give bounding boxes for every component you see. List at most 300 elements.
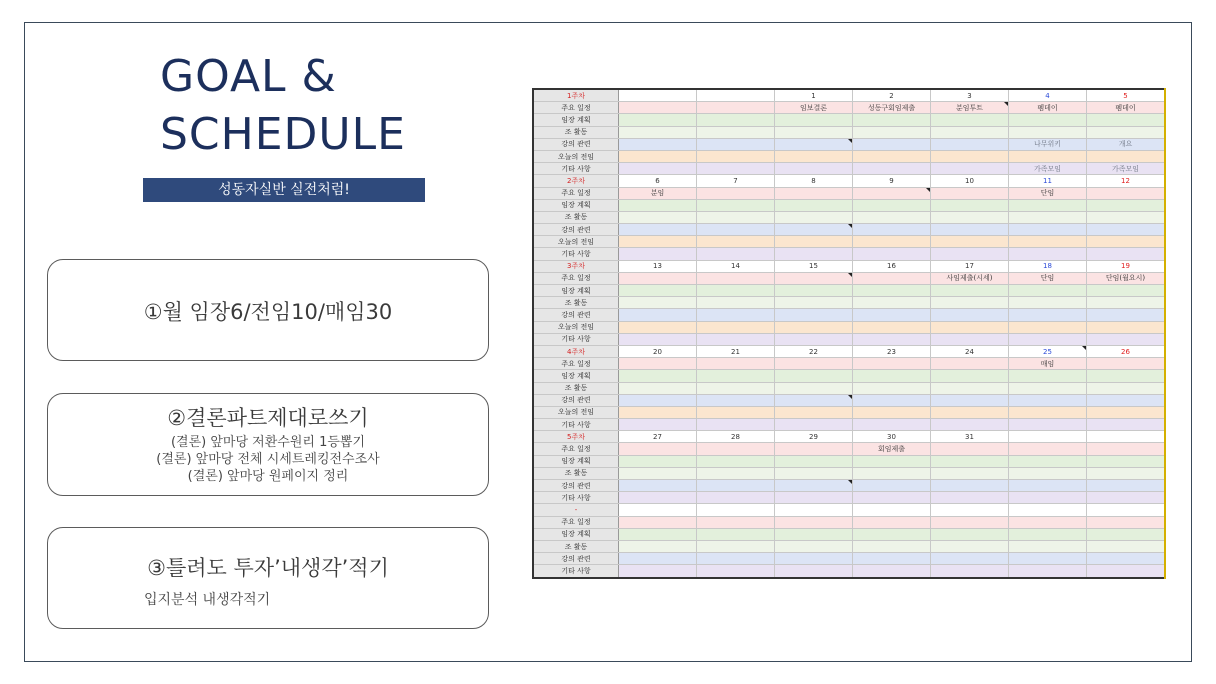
day-number-cell[interactable] (1087, 431, 1166, 443)
day-number-cell[interactable]: 13 (619, 260, 697, 272)
schedule-cell[interactable] (775, 309, 853, 321)
schedule-cell[interactable] (697, 540, 775, 552)
schedule-cell[interactable] (1087, 358, 1166, 370)
schedule-cell[interactable] (775, 321, 853, 333)
schedule-cell[interactable] (775, 163, 853, 175)
schedule-row-team (533, 540, 1165, 552)
schedule-cell[interactable] (619, 467, 697, 479)
schedule-cell[interactable] (619, 102, 697, 114)
schedule-cell[interactable] (1009, 126, 1087, 138)
schedule-cell[interactable] (1087, 321, 1166, 333)
schedule-cell[interactable] (775, 236, 853, 248)
schedule-cell[interactable] (619, 114, 697, 126)
schedule-cell[interactable] (697, 358, 775, 370)
schedule-cell[interactable] (1009, 467, 1087, 479)
schedule-cell[interactable] (697, 528, 775, 540)
schedule-cell[interactable] (619, 370, 697, 382)
schedule-cell[interactable] (931, 394, 1009, 406)
day-number-cell[interactable]: 1 (775, 89, 853, 102)
schedule-cell[interactable] (1087, 394, 1166, 406)
schedule-cell[interactable] (1009, 248, 1087, 260)
day-number-cell[interactable]: 11 (1009, 175, 1087, 187)
day-number-cell[interactable]: 15 (775, 260, 853, 272)
schedule-cell[interactable] (619, 358, 697, 370)
day-number-cell[interactable] (619, 89, 697, 102)
schedule-cell[interactable] (1009, 285, 1087, 297)
schedule-cell[interactable] (1087, 382, 1166, 394)
schedule-cell[interactable] (931, 455, 1009, 467)
day-number-cell[interactable] (931, 504, 1009, 516)
day-number-cell[interactable]: 26 (1087, 345, 1166, 357)
schedule-cell[interactable] (697, 565, 775, 578)
day-number-cell[interactable]: 10 (931, 175, 1009, 187)
schedule-cell[interactable] (697, 272, 775, 284)
schedule-cell[interactable] (931, 248, 1009, 260)
schedule-cell[interactable] (1087, 297, 1166, 309)
schedule-cell[interactable] (1009, 309, 1087, 321)
schedule-cell[interactable] (775, 285, 853, 297)
schedule-cell[interactable] (1087, 406, 1166, 418)
schedule-cell[interactable] (853, 150, 931, 162)
schedule-cell[interactable] (619, 480, 697, 492)
schedule-cell[interactable] (1009, 114, 1087, 126)
schedule-cell[interactable] (1009, 540, 1087, 552)
schedule-cell[interactable] (619, 394, 697, 406)
day-number-cell[interactable]: 3 (931, 89, 1009, 102)
row-label: 임장 계획 (533, 285, 619, 297)
schedule-cell[interactable] (697, 516, 775, 528)
schedule-cell[interactable] (1087, 187, 1166, 199)
schedule-cell[interactable] (853, 236, 931, 248)
schedule-cell[interactable] (697, 114, 775, 126)
schedule-cell[interactable] (931, 297, 1009, 309)
day-number-cell[interactable]: 2 (853, 89, 931, 102)
schedule-cell[interactable] (775, 272, 853, 284)
day-number-cell[interactable]: 31 (931, 431, 1009, 443)
schedule-cell[interactable] (1087, 467, 1166, 479)
row-label: 조 활동 (533, 382, 619, 394)
schedule-cell[interactable] (931, 224, 1009, 236)
schedule-cell[interactable] (1009, 321, 1087, 333)
schedule-cell[interactable] (853, 419, 931, 431)
schedule-cell[interactable] (697, 394, 775, 406)
schedule-cell[interactable] (619, 382, 697, 394)
schedule-cell[interactable] (931, 138, 1009, 150)
day-number-cell[interactable]: 19 (1087, 260, 1166, 272)
schedule-cell[interactable]: 가족모임 (1087, 163, 1166, 175)
schedule-cell[interactable]: 매임 (1009, 358, 1087, 370)
day-number-cell[interactable]: 20 (619, 345, 697, 357)
schedule-cell[interactable] (1009, 382, 1087, 394)
day-number-cell[interactable] (619, 504, 697, 516)
schedule-cell[interactable] (931, 333, 1009, 345)
schedule-cell[interactable] (697, 187, 775, 199)
day-number-cell[interactable]: 8 (775, 175, 853, 187)
schedule-cell[interactable] (775, 211, 853, 223)
day-number-cell[interactable]: 5 (1087, 89, 1166, 102)
schedule-cell[interactable] (775, 333, 853, 345)
schedule-cell[interactable]: 펨데이 (1087, 102, 1166, 114)
schedule-cell[interactable] (1087, 309, 1166, 321)
schedule-cell[interactable] (1087, 285, 1166, 297)
day-number-cell[interactable] (1009, 504, 1087, 516)
schedule-cell[interactable] (1009, 199, 1087, 211)
schedule-cell[interactable]: 단임 (1009, 272, 1087, 284)
schedule-cell[interactable] (775, 297, 853, 309)
schedule-cell[interactable] (775, 406, 853, 418)
schedule-cell[interactable] (931, 199, 1009, 211)
row-label: 임장 계획 (533, 114, 619, 126)
schedule-cell[interactable] (1009, 419, 1087, 431)
schedule-cell[interactable] (853, 285, 931, 297)
schedule-cell[interactable] (697, 224, 775, 236)
schedule-cell[interactable] (697, 236, 775, 248)
schedule-cell[interactable] (697, 492, 775, 504)
schedule-cell[interactable] (697, 467, 775, 479)
schedule-cell[interactable] (853, 211, 931, 223)
schedule-cell[interactable] (853, 382, 931, 394)
schedule-cell[interactable] (1087, 236, 1166, 248)
schedule-cell[interactable] (853, 272, 931, 284)
schedule-cell[interactable] (775, 358, 853, 370)
schedule-cell[interactable] (931, 480, 1009, 492)
schedule-cell[interactable] (697, 480, 775, 492)
schedule-cell[interactable] (1009, 297, 1087, 309)
schedule-cell[interactable] (931, 285, 1009, 297)
schedule-cell[interactable] (697, 321, 775, 333)
schedule-cell[interactable] (775, 467, 853, 479)
schedule-cell[interactable] (697, 138, 775, 150)
schedule-cell[interactable] (1009, 150, 1087, 162)
schedule-cell[interactable] (1009, 236, 1087, 248)
schedule-cell[interactable]: 분임투트 (931, 102, 1009, 114)
schedule-cell[interactable] (853, 309, 931, 321)
schedule-cell[interactable] (931, 516, 1009, 528)
schedule-cell[interactable] (775, 455, 853, 467)
schedule-cell[interactable] (775, 114, 853, 126)
schedule-cell[interactable] (853, 565, 931, 578)
schedule-cell[interactable] (853, 248, 931, 260)
schedule-cell[interactable] (619, 540, 697, 552)
day-number-cell[interactable]: 24 (931, 345, 1009, 357)
schedule-cell[interactable] (619, 236, 697, 248)
day-number-cell[interactable] (853, 504, 931, 516)
day-number-cell[interactable]: 4 (1009, 89, 1087, 102)
schedule-cell[interactable] (775, 492, 853, 504)
schedule-cell[interactable] (931, 358, 1009, 370)
schedule-cell[interactable] (931, 406, 1009, 418)
schedule-cell[interactable] (931, 370, 1009, 382)
schedule-cell[interactable] (775, 382, 853, 394)
schedule-cell[interactable] (697, 102, 775, 114)
schedule-cell[interactable] (1009, 370, 1087, 382)
goal-card-2 (47, 393, 489, 496)
schedule-cell[interactable] (1087, 150, 1166, 162)
schedule-cell[interactable] (1009, 528, 1087, 540)
schedule-cell[interactable] (775, 565, 853, 578)
schedule-cell[interactable] (1009, 480, 1087, 492)
schedule-cell[interactable] (1087, 480, 1166, 492)
schedule-cell[interactable] (1009, 406, 1087, 418)
schedule-cell[interactable] (619, 248, 697, 260)
row-label: 임장 계획 (533, 528, 619, 540)
schedule-cell[interactable] (697, 163, 775, 175)
day-number-cell[interactable]: 21 (697, 345, 775, 357)
schedule-row-team (533, 297, 1165, 309)
schedule-cell[interactable] (697, 199, 775, 211)
schedule-cell[interactable] (619, 150, 697, 162)
row-label: 조 활동 (533, 297, 619, 309)
schedule-cell[interactable]: 성동구회임제출 (853, 102, 931, 114)
schedule-cell[interactable] (1087, 565, 1166, 578)
schedule-cell[interactable] (1009, 394, 1087, 406)
schedule-cell[interactable] (697, 297, 775, 309)
day-number-cell[interactable]: 9 (853, 175, 931, 187)
schedule-cell[interactable] (853, 163, 931, 175)
row-label: 강의 관련 (533, 309, 619, 321)
day-number-cell[interactable]: 7 (697, 175, 775, 187)
schedule-cell[interactable] (775, 138, 853, 150)
schedule-cell[interactable] (775, 370, 853, 382)
schedule-cell[interactable] (619, 419, 697, 431)
schedule-cell[interactable] (697, 285, 775, 297)
schedule-cell[interactable] (853, 528, 931, 540)
schedule-cell[interactable] (1087, 333, 1166, 345)
schedule-cell[interactable]: 단임(월요시) (1087, 272, 1166, 284)
day-number-cell[interactable] (1087, 504, 1166, 516)
schedule-cell[interactable] (697, 443, 775, 455)
schedule-cell[interactable] (931, 419, 1009, 431)
schedule-cell[interactable] (697, 406, 775, 418)
schedule-cell[interactable] (853, 540, 931, 552)
schedule-cell[interactable] (931, 126, 1009, 138)
schedule-cell[interactable] (853, 455, 931, 467)
schedule-cell[interactable] (775, 224, 853, 236)
schedule-cell[interactable] (619, 565, 697, 578)
schedule-cell[interactable]: 회임제출 (853, 443, 931, 455)
schedule-cell[interactable] (775, 419, 853, 431)
schedule-row-etc (533, 492, 1165, 504)
schedule-cell[interactable] (697, 211, 775, 223)
schedule-cell[interactable] (619, 199, 697, 211)
schedule-cell[interactable] (1009, 455, 1087, 467)
schedule-cell[interactable] (853, 480, 931, 492)
schedule-cell[interactable] (1009, 443, 1087, 455)
schedule-cell[interactable] (853, 199, 931, 211)
schedule-cell[interactable] (931, 528, 1009, 540)
day-number-cell[interactable]: 12 (1087, 175, 1166, 187)
schedule-cell[interactable] (1087, 370, 1166, 382)
schedule-cell[interactable] (853, 138, 931, 150)
schedule-cell[interactable] (1009, 565, 1087, 578)
schedule-cell[interactable] (619, 138, 697, 150)
schedule-cell[interactable] (619, 297, 697, 309)
schedule-cell[interactable] (1087, 419, 1166, 431)
schedule-cell[interactable] (1087, 516, 1166, 528)
schedule-cell[interactable] (853, 467, 931, 479)
schedule-cell[interactable] (619, 285, 697, 297)
schedule-cell[interactable]: 나무위키 (1009, 138, 1087, 150)
schedule-cell[interactable] (697, 419, 775, 431)
schedule-cell[interactable]: 가족모임 (1009, 163, 1087, 175)
schedule-cell[interactable] (1087, 553, 1166, 565)
schedule-cell[interactable] (853, 114, 931, 126)
schedule-cell[interactable] (775, 480, 853, 492)
day-number-cell[interactable]: 30 (853, 431, 931, 443)
schedule-cell[interactable] (931, 114, 1009, 126)
schedule-cell[interactable] (619, 443, 697, 455)
schedule-cell[interactable] (931, 382, 1009, 394)
schedule-cell[interactable] (775, 248, 853, 260)
schedule-cell[interactable] (619, 528, 697, 540)
schedule-cell[interactable] (853, 224, 931, 236)
schedule-cell[interactable] (619, 553, 697, 565)
schedule-cell[interactable] (931, 211, 1009, 223)
schedule-cell[interactable] (931, 309, 1009, 321)
day-number-cell[interactable] (1009, 431, 1087, 443)
schedule-cell[interactable] (931, 321, 1009, 333)
day-number-cell[interactable]: 6 (619, 175, 697, 187)
schedule-cell[interactable] (1087, 114, 1166, 126)
schedule-cell[interactable] (619, 455, 697, 467)
day-number-cell[interactable]: 17 (931, 260, 1009, 272)
schedule-cell[interactable] (931, 492, 1009, 504)
schedule-cell[interactable] (853, 297, 931, 309)
schedule-cell[interactable] (619, 126, 697, 138)
schedule-cell[interactable] (931, 187, 1009, 199)
schedule-cell[interactable] (1087, 540, 1166, 552)
schedule-cell[interactable] (619, 321, 697, 333)
schedule-cell[interactable] (1087, 224, 1166, 236)
day-number-cell[interactable]: 22 (775, 345, 853, 357)
schedule-cell[interactable] (619, 492, 697, 504)
schedule-cell[interactable] (775, 199, 853, 211)
schedule-cell[interactable] (931, 467, 1009, 479)
schedule-cell[interactable] (931, 236, 1009, 248)
schedule-cell[interactable] (853, 187, 931, 199)
schedule-cell[interactable] (697, 370, 775, 382)
schedule-cell[interactable] (775, 528, 853, 540)
schedule-cell[interactable] (775, 394, 853, 406)
schedule-cell[interactable]: 단임 (1009, 187, 1087, 199)
schedule-cell[interactable] (853, 406, 931, 418)
schedule-row-lect (533, 553, 1165, 565)
schedule-cell[interactable] (697, 455, 775, 467)
day-number-cell[interactable]: 18 (1009, 260, 1087, 272)
schedule-cell[interactable] (853, 394, 931, 406)
schedule-cell[interactable] (1087, 528, 1166, 540)
schedule-cell[interactable] (697, 382, 775, 394)
schedule-cell[interactable] (853, 370, 931, 382)
schedule-cell[interactable] (619, 272, 697, 284)
row-label: 주요 일정 (533, 187, 619, 199)
schedule-cell[interactable] (1009, 211, 1087, 223)
row-label: 강의 관련 (533, 553, 619, 565)
week-label: 4주차 (533, 345, 619, 357)
week-label: 2주차 (533, 175, 619, 187)
schedule-cell[interactable] (1009, 224, 1087, 236)
day-number-cell[interactable]: 28 (697, 431, 775, 443)
schedule-cell[interactable] (619, 333, 697, 345)
schedule-row-today (533, 236, 1165, 248)
schedule-cell[interactable] (1087, 455, 1166, 467)
schedule-cell[interactable] (697, 553, 775, 565)
schedule-cell[interactable] (619, 516, 697, 528)
day-number-cell[interactable]: 14 (697, 260, 775, 272)
schedule-cell[interactable] (853, 333, 931, 345)
day-number-cell[interactable]: 16 (853, 260, 931, 272)
schedule-cell[interactable] (1087, 492, 1166, 504)
schedule-cell[interactable] (853, 553, 931, 565)
schedule-cell[interactable] (853, 321, 931, 333)
schedule-cell[interactable] (1087, 248, 1166, 260)
schedule-cell[interactable] (931, 553, 1009, 565)
schedule-row-lect (533, 480, 1165, 492)
schedule-cell[interactable] (697, 333, 775, 345)
schedule-cell[interactable] (697, 248, 775, 260)
schedule-cell[interactable] (697, 309, 775, 321)
day-number-cell[interactable] (697, 89, 775, 102)
schedule-cell[interactable] (853, 358, 931, 370)
day-number-cell[interactable]: 29 (775, 431, 853, 443)
day-number-cell[interactable] (697, 504, 775, 516)
schedule-cell[interactable] (697, 126, 775, 138)
schedule-cell[interactable]: 분임 (619, 187, 697, 199)
schedule-cell[interactable] (775, 150, 853, 162)
schedule-cell[interactable] (1009, 516, 1087, 528)
schedule-cell[interactable] (775, 553, 853, 565)
day-number-cell[interactable]: 25 (1009, 345, 1087, 357)
schedule-row-main (533, 358, 1165, 370)
schedule-cell[interactable] (931, 150, 1009, 162)
schedule-cell[interactable] (1087, 211, 1166, 223)
schedule-cell[interactable] (775, 540, 853, 552)
schedule-cell[interactable]: 임보결론 (775, 102, 853, 114)
schedule-cell[interactable] (1009, 492, 1087, 504)
schedule-cell[interactable]: 펨데이 (1009, 102, 1087, 114)
schedule-cell[interactable] (619, 163, 697, 175)
schedule-cell[interactable] (931, 443, 1009, 455)
day-number-cell[interactable] (775, 504, 853, 516)
schedule-cell[interactable] (619, 224, 697, 236)
schedule-cell[interactable] (931, 540, 1009, 552)
schedule-cell[interactable] (853, 126, 931, 138)
schedule-cell[interactable] (1087, 443, 1166, 455)
schedule-cell[interactable] (853, 492, 931, 504)
schedule-cell[interactable] (775, 126, 853, 138)
schedule-cell[interactable] (931, 565, 1009, 578)
schedule-cell[interactable] (1087, 199, 1166, 211)
day-number-cell[interactable]: 27 (619, 431, 697, 443)
schedule-cell[interactable] (853, 516, 931, 528)
goal-2-item-1: (결론) 앞마당 저환수원리 1등뽑기 (170, 435, 366, 450)
schedule-cell[interactable] (775, 187, 853, 199)
schedule-cell[interactable]: 개요 (1087, 138, 1166, 150)
row-label: 주요 일정 (533, 358, 619, 370)
schedule-cell[interactable] (931, 163, 1009, 175)
schedule-cell[interactable] (619, 406, 697, 418)
schedule-cell[interactable] (1009, 553, 1087, 565)
day-number-cell[interactable]: 23 (853, 345, 931, 357)
schedule-cell[interactable] (619, 309, 697, 321)
schedule-cell[interactable]: 사임제출(시세) (931, 272, 1009, 284)
schedule-cell[interactable] (775, 516, 853, 528)
schedule-cell[interactable] (1087, 126, 1166, 138)
schedule-cell[interactable] (697, 150, 775, 162)
schedule-cell[interactable] (619, 211, 697, 223)
schedule-cell[interactable] (775, 443, 853, 455)
schedule-cell[interactable] (1009, 333, 1087, 345)
